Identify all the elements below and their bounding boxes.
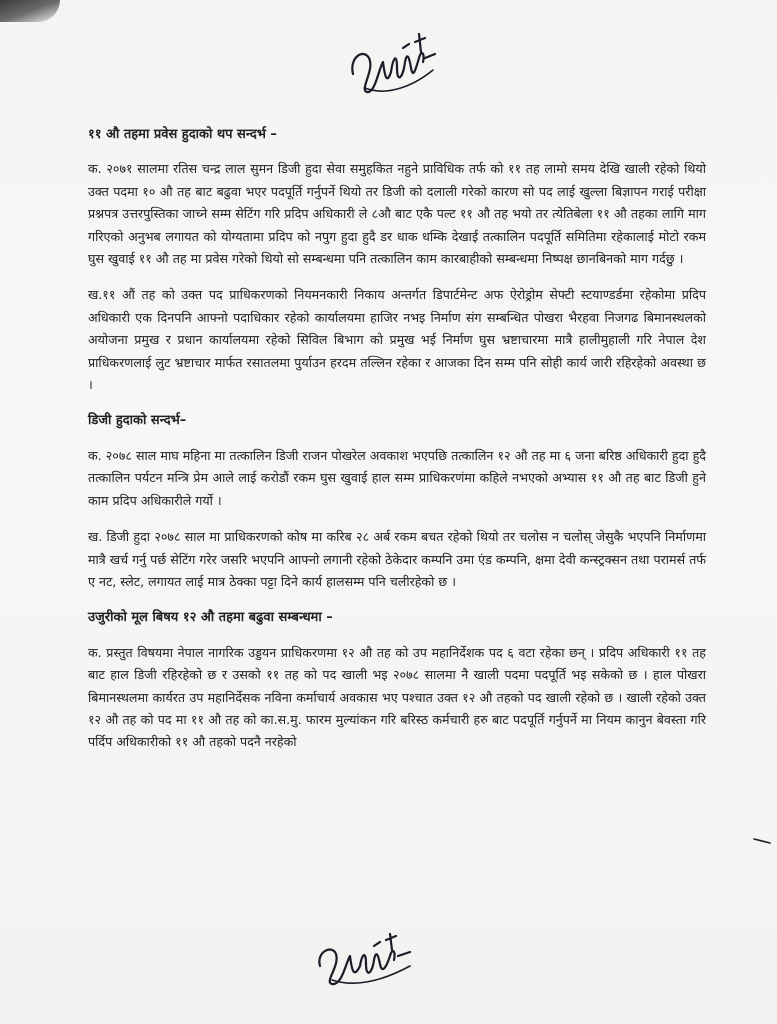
paragraph: क. प्रस्तुत विषयमा नेपाल नागरिक उड्डयन प्राधिकरणमा १२ औ तह को उप महानिर्देशक पद ६ वटा रहेका छन् । प्रदिप अधिकारी ११ तह बाट हाल डिजी रहिरहेको छ र उसको ११ तह को पद खाली भइ २०७८ सालमा नै खाली पदमा पदपूर्ति भइ सकेको छ । हाल पोखरा बिमानस्थलमा कार्यरत उप महानिर्देसक नविना कर्माचार्य अवकास भए पश्चात उक्त १२ औ तहको पद खाली रहेको छ । खाली रहेको उक्त १२ औ तह को पद मा ११ औ तह को का.स.मु. फारम मुल्यांकन गरि बरिस्ठ कर्मचारी हरु बाट पदपूर्ति गर्नुपर्ने मा नियम कानुन बेवस्ता गरि पर्दिप अधिकारीको ११ औ तहको पदनै नरहेको [88, 644, 706, 750]
paragraph: क. २०७८ साल माघ महिना मा तत्कालिन डिजी राजन पोखरेल अवकाश भएपछि तत्कालिन १२ औ तह मा ६ जना बरिष्ठ अधिकारी हुदा हुदै तत्कालिन पर्यटन मन्त्रि प्रेम आले लाई करोडौं रकम घुस खुवाई हाल सम्म प्राधिकरणंमा कहिले नभएको अभ्यास ११ औ तह बाट डिजी हुने काम प्रदिप अधिकारीले गर्यो । [88, 447, 706, 508]
paragraph: क. २०७१ सालमा रतिस चन्द्र लाल सुमन डिजी हुदा सेवा समुहकित नहुने प्राविधिक तर्फ को ११ तह लामो समय देखि खाली रहेको थियो उक्त पदमा १० औ तह बाट बढुवा भएर पदपूर्ति गर्नुपर्ने थियो तर डिजी को दलाली गरेको कारण सो पद लाई खुल्ला बिज्ञापन गराई परीक्षा प्रश्नपत्र उत्तरपुस्तिका जाच्ने सम्म सेटिंग गरि प्रदिप अधिकारी ले ८औ बाट एकै पल्ट ११ औ तह भयो तर त्येतिबेला ११ औ तहका लागि माग गरिएको अनुभब लगायत को योग्यतामा प्रदिप को नपुग हुदा हुदै डर धाक धम्कि देखाई तत्कालिन पदपूर्ति समितिमा रहेकालाई मोटो रकम घुस खुवाई ११ औ तह मा प्रवेस गरेको थियो सो सम्बन्धमा पनि तत्कालिन काम कारबाहीको सम्बन्धमा निष्पक्ष छानबिनको माग गर्दछु । [88, 161, 706, 267]
section-heading: उजुरीको मूल बिषय १२ औ तहमा बढुवा सम्बन्धमा – [88, 610, 333, 626]
section-heading: ११ औ तहमा प्रवेस हुदाको थप सन्दर्भ – [88, 127, 277, 142]
signature-top [345, 28, 440, 103]
document-body [88, 118, 706, 768]
section-heading: डिजी हुदाको सन्दर्भ– [88, 413, 187, 429]
margin-pen-mark [752, 835, 772, 847]
signature-bottom [310, 930, 420, 990]
paragraph: ख. डिजी हुदा २०७८ साल मा प्राधिकरणको कोष मा करिब २८ अर्ब रकम बचत रहेको थियो तर चलोस न चलोस् जेसुकै भएपनि निर्माणमा मात्रै खर्च गर्नु पर्छ सेटिंग गरेर जसरि भएपनि आफ्नो लगानी रहेको ठेकेदार कम्पनि उमा एंड कम्पनि, क्षमा देवी कन्स्ट्रक्सन तथा परामर्स तर्फ ए नट, स्लेट, लगायत लाई मात्र ठेक्का पट्टा दिने कार्य हालसम्म पनि चलीरहेको छ । [88, 529, 706, 589]
page-corner-shadow [0, 0, 60, 22]
paragraph: ख.११ औं तह को उक्त पद प्राधिकरणको नियमनकारी निकाय अन्तर्गत डिपार्टमेन्ट अफ ऐरोड्रोम सेफ्टी स्टयाण्डर्डमा रहेकोमा प्रदिप अधिकारी एक दिनपनि आफ्नो पदाधिकार रहेको कार्यालयमा हाजिर नभइ निर्माण संग सम्बन्धित पोखरा भैरहवा निजगढ बिमानस्थलको अयोजना प्रमुख र प्रधान कार्यालयमा रहेको सिविल बिभाग को प्रमुख भई निर्माण घुस भ्रष्टाचारमा मात्रै हालीमुहाली गरि नेपाल देश प्राधिकरणलाई लुट भ्रष्टाचार मार्फत रसातलमा पुर्याउन हरदम तल्लिन रहेका र आजका दिन सम्म पनि सोही कार्य जारी रहिरहेको अवस्था छ । [88, 287, 706, 393]
